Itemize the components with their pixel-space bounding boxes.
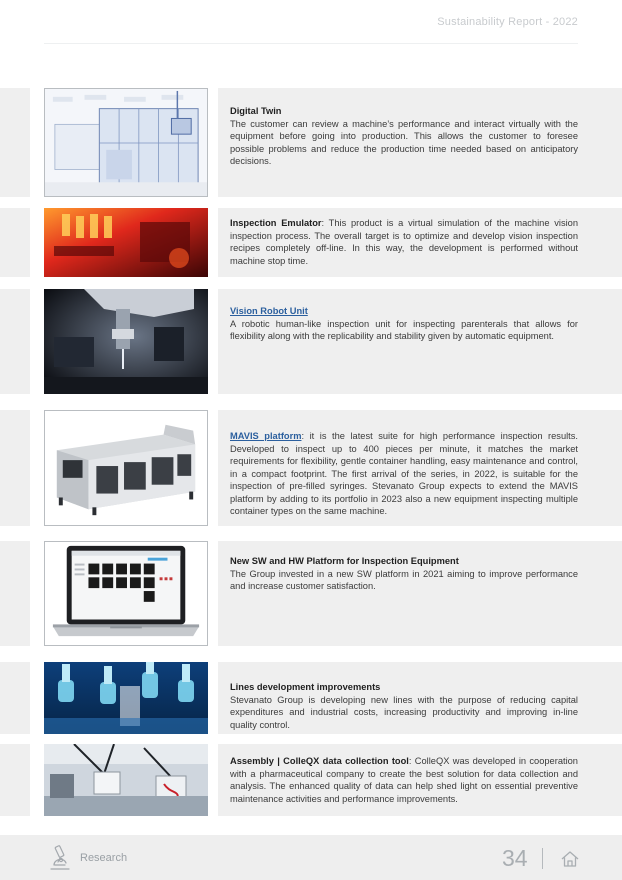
inspection-emulator-panel [218,208,622,277]
colleqx-panel [218,744,622,816]
new-sw-hw-title: New SW and HW Platform for Inspection Equipment [230,556,459,566]
left-band [0,289,30,394]
microscope-icon [48,844,72,872]
page-footer [0,835,622,880]
mavis-platform-link[interactable]: MAVIS platform [230,431,302,441]
colleqx-title: Assembly | ColleQX data collection tool [230,756,409,766]
vision-robot-unit-link[interactable]: Vision Robot Unit [230,306,308,316]
inspection-emulator-image [44,208,208,277]
item-vision-robot-unit [0,289,622,394]
assembly-line-image [44,744,208,816]
left-band [0,208,30,277]
mavis-panel [218,410,622,526]
vision-robot-panel [218,289,622,394]
mavis-text: : it is the latest suite for high performance inspection results. Developed to inspect up to 400 pieces per minute, it matches the market requirements for flexibility, gentle container handling, easy maintenance and control, in a compact footprint. The first arrival of the series, in 2022, is suitable for the inspection of pre-filled syringes. Stevanato Group expects to extend the MAVIS platform by adding to its portfolio in 2023 also a new equipment inspecting multiple container types on the same machine. [230,431,578,516]
digital-twin-title: Digital Twin [230,106,282,116]
item-colleqx-tool [0,744,622,816]
laptop-software-image [44,541,208,646]
report-title: Sustainability Report - 2022 [437,16,578,28]
footer-section-label: Research [80,852,128,864]
mavis-machine-image [44,410,208,526]
inspection-emulator-text: : This product is a virtual simulation of the machine vision inspection process. The overall target is to optimize and develop vision inspection recipes completely off-line. In this way, the development is performed without machine stop time. [230,218,578,266]
left-band [0,88,30,197]
digital-twin-text: The customer can review a machine’s performance and interact virtually with the equipment before going into production. This allows the customer to foresee possible problems and reduce the production time needed based on anticipatory decisions. [230,118,578,166]
item-digital-twin [0,88,622,197]
page-number: 34 [502,845,528,871]
item-inspection-emulator [0,208,622,277]
left-band [0,410,30,526]
item-lines-development [0,662,622,734]
left-band [0,744,30,816]
item-new-sw-hw-platform [0,541,622,646]
lines-development-text: Stevanato Group is developing new lines with the purpose of reducing capital expenditures and industrial costs, increasing productivity and improving in-line quality control. [230,694,578,730]
left-band [0,662,30,734]
lines-development-panel [218,662,622,734]
inspection-emulator-title: Inspection Emulator [230,218,322,228]
vision-robot-image [44,289,208,394]
footer-separator [542,848,543,869]
lines-development-image [44,662,208,734]
new-sw-hw-panel [218,541,622,646]
digital-twin-panel [218,88,622,197]
digital-twin-image [44,88,208,197]
home-icon[interactable] [560,849,580,869]
colleqx-text: : ColleQX was developed in cooperation with a pharmaceutical company to create the best solution for data collection and analysis. The enhanced quality of data can help shed light on essential preventive maintenance activities and performance improvements. [230,756,578,804]
vision-robot-text: A robotic human-like inspection unit for inspecting parenterals that allows for flexibility along with the replicability and stability given by automatic equipment. [230,318,578,341]
new-sw-hw-text: The Group invested in a new SW platform in 2021 aiming to improve performance and increase customer satisfaction. [230,568,578,591]
item-mavis-platform [0,410,622,526]
left-band [0,541,30,646]
header-divider [44,43,578,44]
lines-development-title: Lines development improvements [230,682,381,692]
